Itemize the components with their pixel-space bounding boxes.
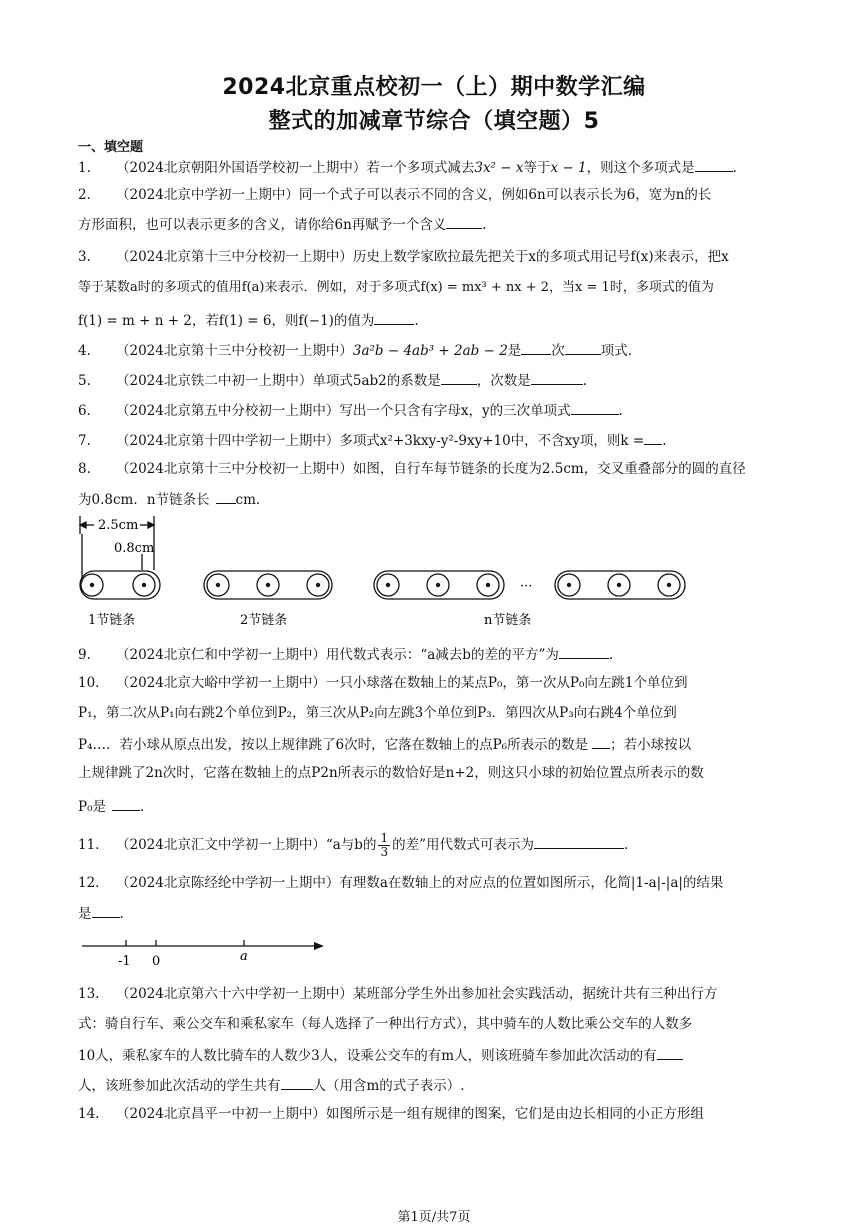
question-2: 2. （2024北京中学初一上期中）同一个式子可以表示不同的含义，例如6n可以表示长为6，宽为n的长 [78, 187, 712, 203]
question-3: 3. （2024北京第十三中分校初一上期中）历史上数学家欧拉最先把关于x的多项式用记号f(x)来表示，把x [78, 249, 729, 265]
answer-blank[interactable] [92, 903, 120, 918]
section-heading: 一、填空题 [78, 140, 144, 155]
question-2-line-2: 方形面积，也可以表示更多的含义，请你给6n再赋予一个含义 . [78, 214, 790, 234]
question-12-line-2: 是 . [78, 903, 790, 923]
caption-1-link: 1节链条 [88, 613, 136, 628]
question-3-line-2: 等于某数a时的多项式的值用f(a)来表示．例如，对于多项式f(x) = mx³ + nx + 2，当x = 1时，多项式的值为 [78, 280, 714, 295]
tick-label-0: 0 [152, 954, 161, 969]
answer-blank[interactable] [531, 370, 583, 385]
caption-n-links: n节链条 [484, 613, 532, 628]
question-10-line-5: P₀是 . [78, 796, 790, 816]
question-8: 8. （2024北京第十三中分校初一上期中）如图，自行车每节链条的长度为2.5cm，交叉重叠部分的圆的直径 [78, 461, 746, 477]
question-12: 12. （2024北京陈经纶中学初一上期中）有理数a在数轴上的对应点的位置如图所示，化简|1-a|-|a|的结果 [78, 875, 724, 891]
question-1: 1. （2024北京朝阳外国语学校初一上期中）若一个多项式减去3x² − x等于x − 1，则这个多项式是 . [78, 157, 790, 177]
question-4: 4. （2024北京第十三中分校初一上期中）3a²b − 4ab³ + 2ab − 2是 次 项式. [78, 340, 790, 360]
page-footer: 第1页/共7页 [397, 1210, 471, 1225]
question-9: 9. （2024北京仁和中学初一上期中）用代数式表示：“a减去b的差的平方”为 . [78, 644, 790, 664]
question-13-line-3: 10人，乘私家车的人数比骑车的人数少3人，设乘公交车的有m人，则该班骑车参加此次活动的有 [78, 1045, 790, 1065]
question-3-line-3: f(1) = m + n + 2，若f(1) = 6，则f(−1)的值为 . [78, 310, 790, 330]
question-13-line-4: 人，该班参加此次活动的学生共有 人（用含m的式子表示）. [78, 1075, 790, 1095]
answer-blank[interactable] [446, 214, 482, 229]
q1-source: （2024北京朝阳外国语学校初一上期中） [116, 160, 367, 176]
question-10-line-3: P₄…．若小球从原点出发，按以上规律跳了6次时，它落在数轴上的点P₆所表示的数是 ；若小球按以 [78, 734, 790, 754]
question-5: 5. （2024北京铁二中初一上期中）单项式5ab2的系数是 ，次数是 . [78, 370, 790, 390]
tick-label-minus-1: -1 [118, 954, 131, 969]
question-11: 11. （2024北京汇文中学初一上期中）“a与b的 $\frac{1}{3}$ 的差”用代数式可表示为 . [78, 831, 629, 859]
answer-blank[interactable] [695, 157, 733, 172]
question-10: 10. （2024北京大峪中学初一上期中）一只小球落在数轴上的某点P₀，第一次从P₀向左跳1个单位到 [78, 675, 688, 691]
question-7: 7. （2024北京第十四中学初一上期中）多项式x²+3kxy-y²-9xy+10中，不含xy项，则k = . [78, 430, 790, 450]
answer-blank[interactable] [644, 430, 662, 445]
bicycle-chain-figure [74, 512, 694, 632]
number-line-figure [78, 934, 338, 970]
answer-blank[interactable] [592, 734, 610, 749]
answer-blank[interactable] [112, 796, 140, 811]
answer-blank[interactable] [559, 644, 609, 659]
question-10-line-4: 上规律跳了2n次时，它落在数轴上的点P2n所表示的数恰好是n+2，则这只小球的初始位置点所表示的数 [78, 765, 704, 781]
title-line-2: 整式的加减章节综合（填空题）5 [268, 109, 600, 134]
answer-blank[interactable] [534, 834, 624, 849]
answer-blank[interactable] [216, 489, 236, 504]
answer-blank[interactable] [441, 370, 477, 385]
answer-blank[interactable] [571, 400, 619, 415]
question-8-line-2: 为0.8cm．n节链条长 cm. [78, 489, 790, 509]
caption-2-links: 2节链条 [240, 613, 288, 628]
answer-blank[interactable] [521, 340, 551, 355]
chain-ellipsis: ··· [520, 579, 533, 594]
question-13: 13. （2024北京第六十六中学初一上期中）某班部分学生外出参加社会实践活动，据统计共有三种出行方 [78, 986, 718, 1002]
title-line-1: 2024北京重点校初一（上）期中数学汇编 [222, 75, 646, 100]
fraction-one-third: $\frac{1}{3}$ [380, 831, 389, 859]
question-10-line-2: P₁，第二次从P₁向右跳2个单位到P₂，第三次从P₂向左跳3个单位到P₃．第四次从P₃向右跳4个单位到 [78, 705, 677, 721]
question-6: 6. （2024北京第五中分校初一上期中）写出一个只含有字母x，y的三次单项式 . [78, 400, 790, 420]
question-13-line-2: 式：骑自行车、乘公交车和乘私家车（每人选择了一种出行方式），其中骑车的人数比乘公交车的人数多 [78, 1016, 693, 1032]
answer-blank[interactable] [374, 310, 414, 325]
tick-label-a: a [240, 949, 248, 964]
question-14: 14. （2024北京昌平一中初一上期中）如图所示是一组有规律的图案，它们是由边长相同的小正方形组 [78, 1106, 704, 1122]
answer-blank[interactable] [657, 1045, 683, 1060]
chain-diameter-label: 0.8cm [114, 541, 155, 556]
answer-blank[interactable] [281, 1075, 313, 1090]
chain-length-label: 2.5cm [98, 518, 139, 533]
answer-blank[interactable] [565, 340, 601, 355]
